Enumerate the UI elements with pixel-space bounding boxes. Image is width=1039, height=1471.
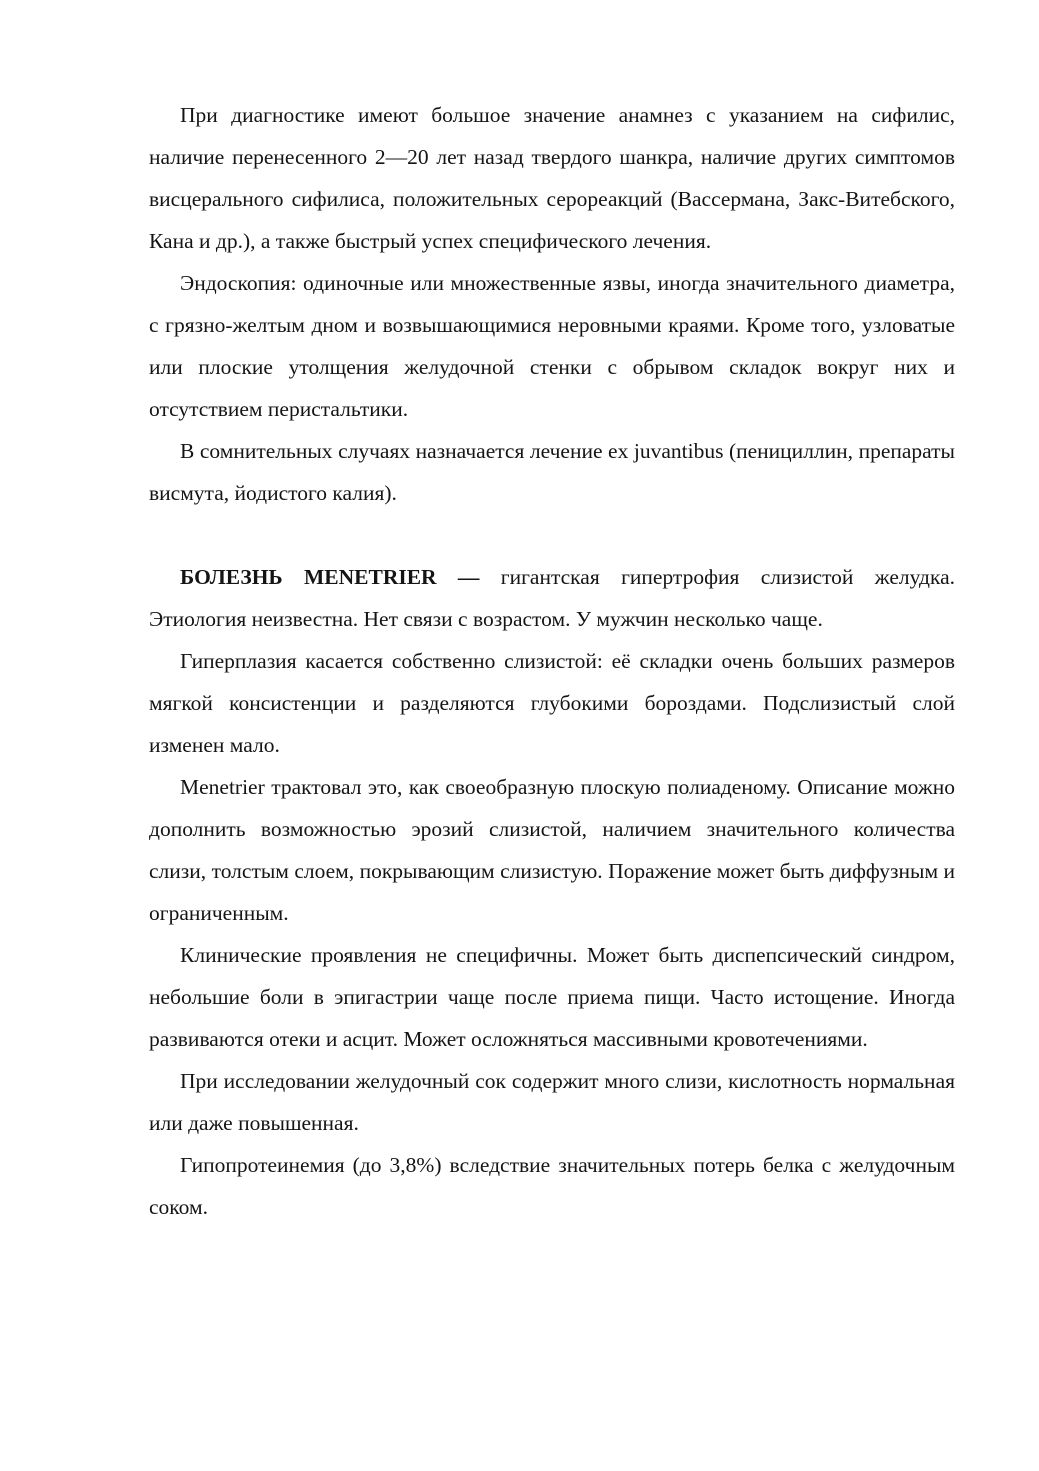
paragraph-treatment: В сомнительных случаях назначается лечение ex juvantibus (пенициллин, препараты висмута, йодистого калия). xyxy=(149,439,955,505)
section-spacer xyxy=(149,514,955,556)
paragraph-polyadenoma: Menetrier трактовал это, как своеобразную плоскую полиаденому. Описание можно дополнить возможностью эрозий слизистой, наличием значительного количества слизи, толстым слоем, покрывающим слизистую. Поражение может быть диффузным и ограниченным. xyxy=(149,775,955,925)
paragraph-hypoproteinemia: Гипопротеинемия (до 3,8%) вследствие значительных потерь белка с желудочным соком. xyxy=(149,1153,955,1219)
paragraph-clinical: Клинические проявления не специфичны. Может быть диспепсический синдром, небольшие боли в эпигастрии чаще после приема пищи. Часто истощение. Иногда развиваются отеки и асцит. Может осложняться массивными кровотечениями. xyxy=(149,943,955,1051)
section-heading-bold: БОЛЕЗНЬ MENETRIER — xyxy=(180,565,480,589)
paragraph-diagnostics: При диагностике имеют большое значение анамнез с указанием на сифилис, наличие перенесенного 2—20 лет назад твердого шанкра, наличие других симптомов висцерального сифилиса, положительных серореакций (Вассермана, Закс-Витебского, Кана и др.), а также быстрый успех специфического лечения. xyxy=(149,103,955,253)
paragraph-gastric-juice: При исследовании желудочный сок содержит много слизи, кислотность нормальная или даже повышенная. xyxy=(149,1069,955,1135)
paragraph-hyperplasia: Гиперплазия касается собственно слизистой: её складки очень больших размеров мягкой консистенции и разделяются глубокими бороздами. Подслизистый слой изменен мало. xyxy=(149,649,955,757)
section-heading-paragraph xyxy=(149,556,955,640)
paragraph-endoscopy: Эндоскопия: одиночные или множественные язвы, иногда значительного диаметра, с грязно-желтым дном и возвышающимися неровными краями. Кроме того, узловатые или плоские утолщения желудочной стенки с обрывом складок вокруг них и отсутствием перистальтики. xyxy=(149,271,955,421)
section-heading-rest: гигантская гипертрофия слизистой желудка. Этиология неизвестна. Нет связи с возрастом. У мужчин несколько чаще. xyxy=(149,565,956,631)
document-body xyxy=(149,94,955,1228)
